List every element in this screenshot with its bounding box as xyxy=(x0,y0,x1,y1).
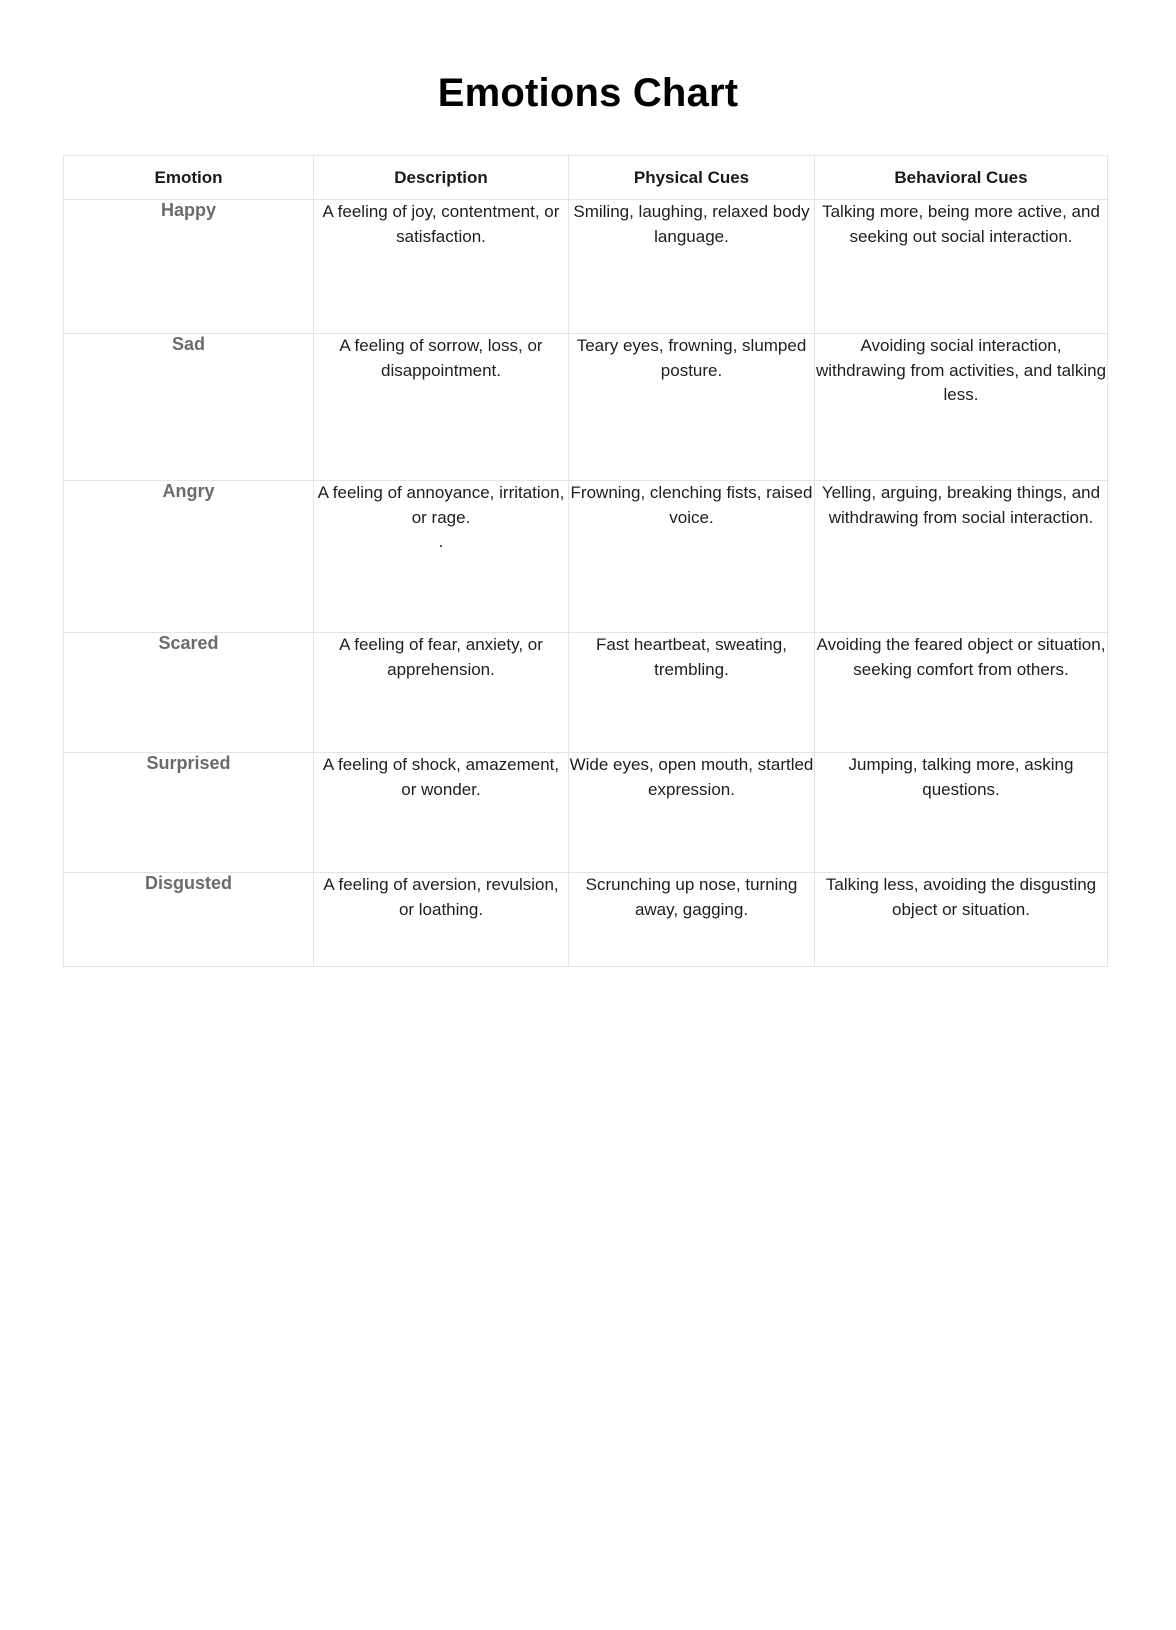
cell-description: A feeling of shock, amazement, or wonder. xyxy=(314,753,569,873)
emotions-table xyxy=(63,155,1108,967)
cell-description xyxy=(314,481,569,633)
table-body xyxy=(64,200,1108,967)
cell-description-text: A feeling of annoyance, irritation, or rage. xyxy=(317,483,565,527)
cell-emotion: Disgusted xyxy=(64,873,314,967)
cell-description-extra: . xyxy=(438,532,444,552)
page-title: Emotions Chart xyxy=(437,70,739,115)
cell-physical-cues: Teary eyes, frowning, slumped posture. xyxy=(569,334,815,481)
cell-behavioral-cues: Jumping, talking more, asking questions. xyxy=(815,753,1108,873)
table-row xyxy=(64,873,1108,967)
cell-physical-cues: Fast heartbeat, sweating, trembling. xyxy=(569,633,815,753)
column-header-physical-cues: Physical Cues xyxy=(569,156,815,200)
cell-description: A feeling of joy, contentment, or satisfaction. xyxy=(314,200,569,334)
table-row xyxy=(64,481,1108,633)
cell-emotion: Sad xyxy=(64,334,314,481)
cell-description: A feeling of sorrow, loss, or disappointment. xyxy=(314,334,569,481)
cell-emotion: Surprised xyxy=(64,753,314,873)
cell-behavioral-cues: Talking more, being more active, and seeking out social interaction. xyxy=(815,200,1108,334)
table-row xyxy=(64,753,1108,873)
cell-description: A feeling of fear, anxiety, or apprehension. xyxy=(314,633,569,753)
column-header-behavioral-cues: Behavioral Cues xyxy=(815,156,1108,200)
table-header-row xyxy=(64,156,1108,200)
table-row xyxy=(64,334,1108,481)
cell-description: A feeling of aversion, revulsion, or loathing. xyxy=(314,873,569,967)
cell-emotion: Happy xyxy=(64,200,314,334)
cell-physical-cues: Scrunching up nose, turning away, gagging. xyxy=(569,873,815,967)
cell-behavioral-cues: Yelling, arguing, breaking things, and withdrawing from social interaction. xyxy=(815,481,1108,633)
table-row xyxy=(64,200,1108,334)
cell-physical-cues: Frowning, clenching fists, raised voice. xyxy=(569,481,815,633)
emotions-table-container xyxy=(63,155,1107,967)
table-header xyxy=(64,156,1108,200)
table-row xyxy=(64,633,1108,753)
cell-behavioral-cues: Avoiding the feared object or situation, seeking comfort from others. xyxy=(815,633,1108,753)
cell-physical-cues: Smiling, laughing, relaxed body language. xyxy=(569,200,815,334)
cell-physical-cues: Wide eyes, open mouth, startled expression. xyxy=(569,753,815,873)
cell-emotion: Angry xyxy=(64,481,314,633)
column-header-emotion: Emotion xyxy=(64,156,314,200)
column-header-description: Description xyxy=(314,156,569,200)
cell-behavioral-cues: Talking less, avoiding the disgusting object or situation. xyxy=(815,873,1108,967)
cell-emotion: Scared xyxy=(64,633,314,753)
cell-behavioral-cues: Avoiding social interaction, withdrawing from activities, and talking less. xyxy=(815,334,1108,481)
